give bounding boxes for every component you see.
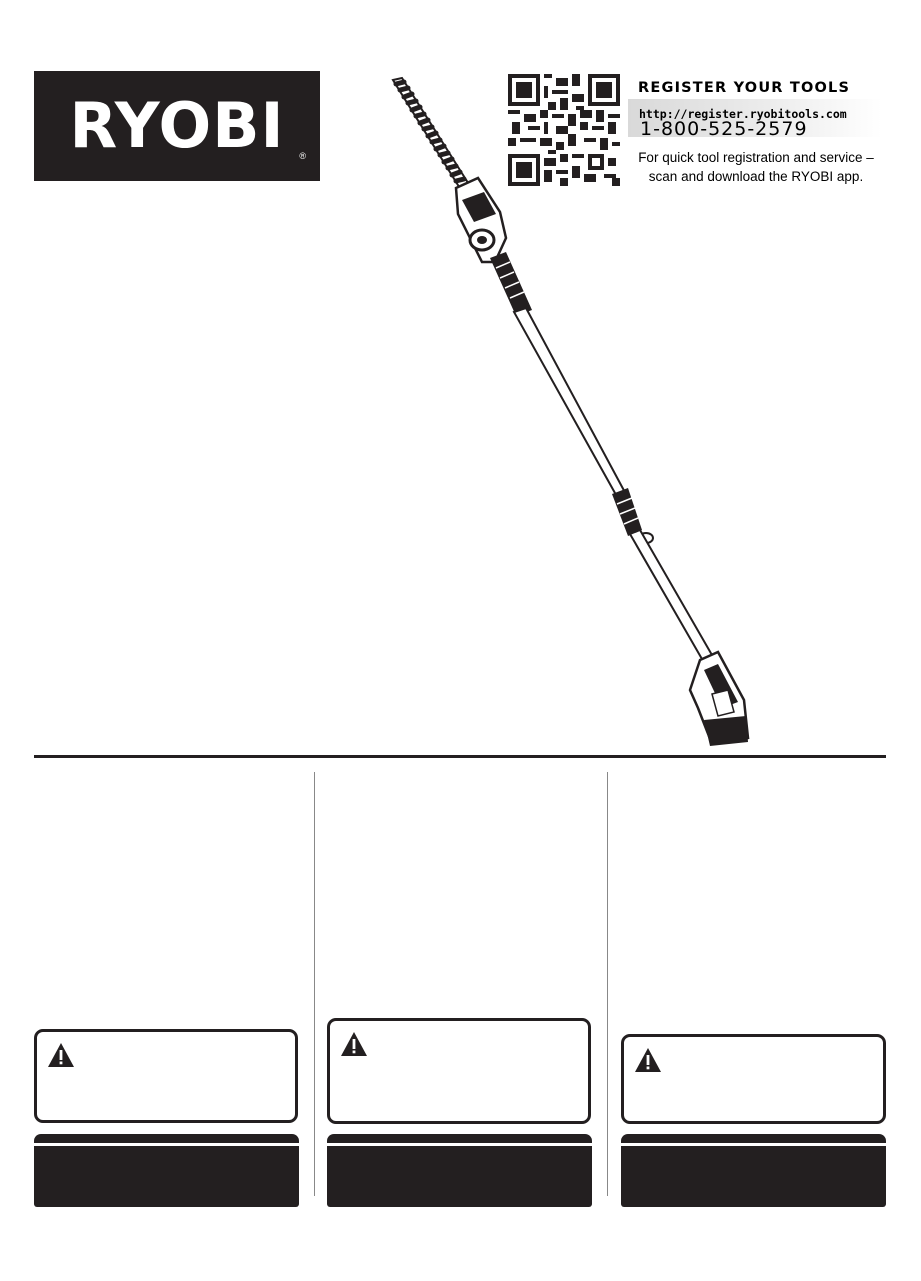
registration-note-line-2: scan and download the RYOBI app.: [648, 169, 864, 184]
warning-triangle-icon: [340, 1031, 368, 1057]
trimmer-motor-head: [456, 178, 506, 262]
logo-text: RYOBI: [69, 89, 285, 162]
trimmer-blade: [393, 78, 470, 190]
language-block-col-3: [621, 1134, 886, 1207]
language-block-col-1: [34, 1134, 299, 1207]
registered-mark: ®: [299, 151, 306, 161]
warning-box-col-2: [327, 1018, 591, 1124]
upper-grip: [490, 252, 532, 316]
block-stripe: [327, 1143, 592, 1146]
register-title: REGISTER YOUR TOOLS: [628, 78, 882, 98]
registration-phone: 1-800-525-2579: [640, 118, 808, 140]
registration-url[interactable]: http://register.ryobitools.com: [639, 107, 847, 121]
column-separator-2: [607, 772, 608, 1196]
warning-box-col-1: [34, 1029, 298, 1123]
block-stripe: [34, 1143, 299, 1146]
warning-box-col-3: [621, 1034, 886, 1124]
column-separator-1: [314, 772, 315, 1196]
rear-handle: [690, 652, 748, 746]
warning-triangle-icon: [47, 1042, 75, 1068]
language-block-col-2: [327, 1134, 592, 1207]
block-stripe: [621, 1143, 886, 1146]
section-divider: [34, 755, 886, 758]
registration-note: [626, 148, 886, 186]
qr-code-icon: [508, 74, 620, 186]
registration-note-line-1: For quick tool registration and service –: [638, 150, 874, 165]
warning-triangle-icon: [634, 1047, 662, 1073]
